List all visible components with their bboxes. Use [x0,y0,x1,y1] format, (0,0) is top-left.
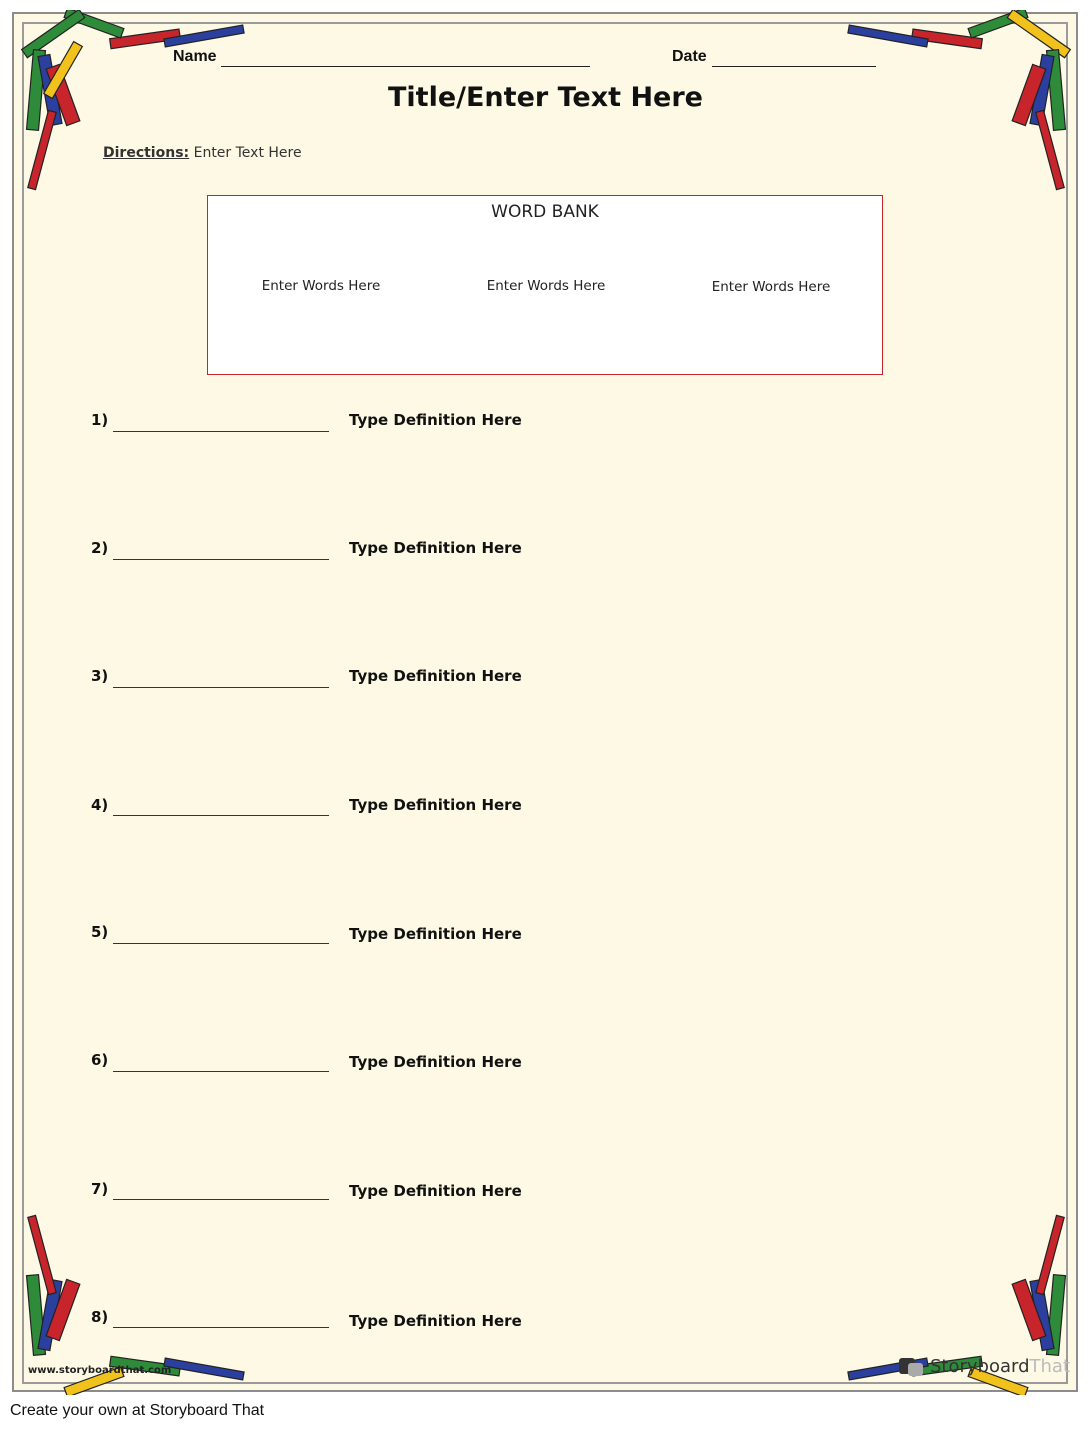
directions[interactable] [103,145,302,161]
answer-line[interactable] [113,687,329,688]
word-bank-title: WORD BANK [491,202,599,222]
definition-text[interactable]: Type Definition Here [349,1182,522,1200]
directions-text: Enter Text Here [193,145,302,161]
name-label: Name [173,48,217,65]
row-number: 7) [91,1180,109,1198]
word-bank-word[interactable]: Enter Words Here [486,278,606,294]
name-field-line[interactable] [221,66,590,67]
word-bank-word[interactable]: Enter Words Here [711,279,831,295]
answer-line[interactable] [113,431,329,432]
row-number: 8) [91,1308,109,1326]
row-number: 4) [91,796,109,814]
definition-text[interactable]: Type Definition Here [349,1053,522,1071]
definition-text[interactable]: Type Definition Here [349,667,522,685]
row-number: 6) [91,1051,109,1069]
answer-line[interactable] [113,815,329,816]
definition-text[interactable]: Type Definition Here [349,1312,522,1330]
row-number: 3) [91,667,109,685]
watermark-brand-light: That [1029,1356,1071,1377]
definition-text[interactable]: Type Definition Here [349,925,522,943]
row-number: 1) [91,411,109,429]
date-label: Date [672,48,707,65]
row-number: 5) [91,923,109,941]
watermark-brand [930,1356,1070,1377]
row-number: 2) [91,539,109,557]
watermark-url: www.storyboardthat.com [28,1365,172,1376]
answer-line[interactable] [113,1327,329,1328]
answer-line[interactable] [113,559,329,560]
page-title[interactable]: Title/Enter Text Here [387,82,703,113]
directions-label: Directions: [103,145,190,161]
answer-line[interactable] [113,943,329,944]
watermark-brand-main: Storyboard [930,1356,1030,1377]
word-bank-word[interactable]: Enter Words Here [261,278,381,294]
definition-text[interactable]: Type Definition Here [349,796,522,814]
answer-line[interactable] [113,1199,329,1200]
footer-link[interactable]: Create your own at Storyboard That [10,1402,265,1419]
word-bank [207,195,883,375]
answer-line[interactable] [113,1071,329,1072]
date-field-line[interactable] [712,66,876,67]
definition-text[interactable]: Type Definition Here [349,539,522,557]
storyboard-logo-icon [898,1357,924,1377]
definition-text[interactable]: Type Definition Here [349,411,522,429]
